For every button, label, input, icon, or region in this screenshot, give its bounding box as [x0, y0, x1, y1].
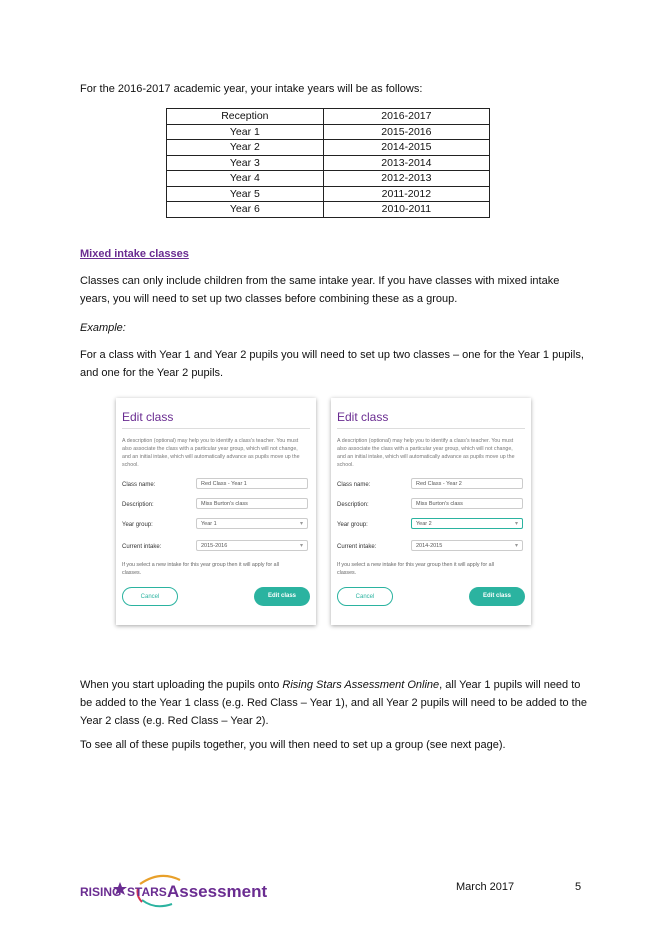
- year-cell: Year 6: [167, 202, 324, 218]
- intake-select[interactable]: 2014-2015 ▾: [411, 540, 523, 551]
- cancel-button[interactable]: Cancel: [337, 587, 393, 606]
- year-group-select[interactable]: Year 2 ▾: [411, 518, 523, 529]
- rising-stars-logo: [80, 870, 270, 910]
- intake-note: If you select a new intake for this year group then it will apply for all classes.: [337, 562, 494, 576]
- intake-cell: 2016-2017: [323, 109, 489, 125]
- edit-class-panel-year2: [331, 398, 531, 625]
- table-row: [167, 155, 490, 171]
- intake-cell: 2011-2012: [323, 186, 489, 202]
- intake-cell: 2010-2011: [323, 202, 489, 218]
- table-row: [167, 140, 490, 156]
- intake-cell: 2013-2014: [323, 155, 489, 171]
- logo-word-assessment: Assessment: [167, 882, 268, 901]
- edit-class-button[interactable]: Edit class: [469, 587, 525, 606]
- intake-label: Current intake:: [122, 544, 162, 550]
- panel-description: A description (optional) may help you to identify a class's teacher. You must also associate the class with a particular year group, which will not change, and an initial intake, which will automatically advance as pupils move up the school.: [122, 438, 300, 468]
- edit-class-button[interactable]: Edit class: [254, 587, 310, 606]
- description-label: Description:: [122, 502, 154, 508]
- intake-cell: 2015-2016: [323, 124, 489, 140]
- year-cell: Reception: [167, 109, 324, 125]
- divider: [337, 428, 525, 429]
- panel-title: Edit class: [337, 410, 389, 424]
- panel-title: Edit class: [122, 410, 174, 424]
- paragraph-uploading: [80, 676, 590, 730]
- divider: [122, 428, 310, 429]
- class-name-label: Class name:: [122, 482, 156, 488]
- cancel-button[interactable]: Cancel: [122, 587, 178, 606]
- year-cell: Year 4: [167, 171, 324, 187]
- year-group-select[interactable]: Year 1 ▾: [196, 518, 308, 529]
- class-name-input[interactable]: Red Class - Year 2: [411, 478, 523, 489]
- logo-word-rising: RISING: [80, 885, 122, 899]
- year-cell: Year 3: [167, 155, 324, 171]
- logo-word-stars: STARS: [127, 885, 167, 899]
- year-cell: Year 1: [167, 124, 324, 140]
- year-cell: Year 5: [167, 186, 324, 202]
- paragraph-mixed-intake: Classes can only include children from the same intake year. If you have classes with mixed intake years, you will need to set up two classes before combining these as a group.: [80, 275, 560, 305]
- example-label: Example:: [80, 322, 126, 334]
- intake-cell: 2012-2013: [323, 171, 489, 187]
- year-cell: Year 2: [167, 140, 324, 156]
- intro-text: For the 2016-2017 academic year, your intake years will be as follows:: [80, 83, 423, 95]
- paragraph-example: For a class with Year 1 and Year 2 pupils you will need to set up two classes – one for the Year 1 pupils, and one for the Year 2 pupils.: [80, 349, 584, 379]
- description-input[interactable]: Miss Burton's class: [411, 498, 523, 509]
- intake-select[interactable]: 2015-2016 ▾: [196, 540, 308, 551]
- page-number: 5: [575, 881, 582, 893]
- footer-date: March 2017: [456, 881, 515, 893]
- year-group-label: Year group:: [337, 522, 368, 528]
- paragraph-group: To see all of these pupils together, you will then need to set up a group (see next page).: [80, 739, 506, 751]
- description-input[interactable]: Miss Burton's class: [196, 498, 308, 509]
- class-name-input[interactable]: Red Class - Year 1: [196, 478, 308, 489]
- class-name-label: Class name:: [337, 482, 371, 488]
- para3-a: When you start uploading the pupils onto: [80, 679, 283, 691]
- table-row: [167, 202, 490, 218]
- panel-description: A description (optional) may help you to identify a class's teacher. You must also associate the class with a particular year group, which will not change, and an initial intake, which will automatically advance as pupils move up the school.: [337, 438, 515, 468]
- intake-label: Current intake:: [337, 544, 377, 550]
- section-heading: Mixed intake classes: [80, 248, 189, 260]
- description-label: Description:: [337, 502, 369, 508]
- table-row: [167, 186, 490, 202]
- intake-note: If you select a new intake for this year group then it will apply for all classes.: [122, 562, 279, 576]
- year-group-label: Year group:: [122, 522, 153, 528]
- table-row: [167, 124, 490, 140]
- intake-cell: 2014-2015: [323, 140, 489, 156]
- intake-years-table: [166, 108, 490, 218]
- edit-class-panel-year1: [116, 398, 316, 625]
- para3-b: , all Year 1 pupils will need to be added to the Year 1 class (e.g. Red Class – Year 1), and all Year 2 pupils will need to be added to the Year 2 class (e.g. Red Class – Year 2).: [80, 679, 587, 727]
- product-name: Rising Stars Assessment Online: [282, 679, 440, 691]
- table-row: [167, 171, 490, 187]
- table-row: [167, 109, 490, 125]
